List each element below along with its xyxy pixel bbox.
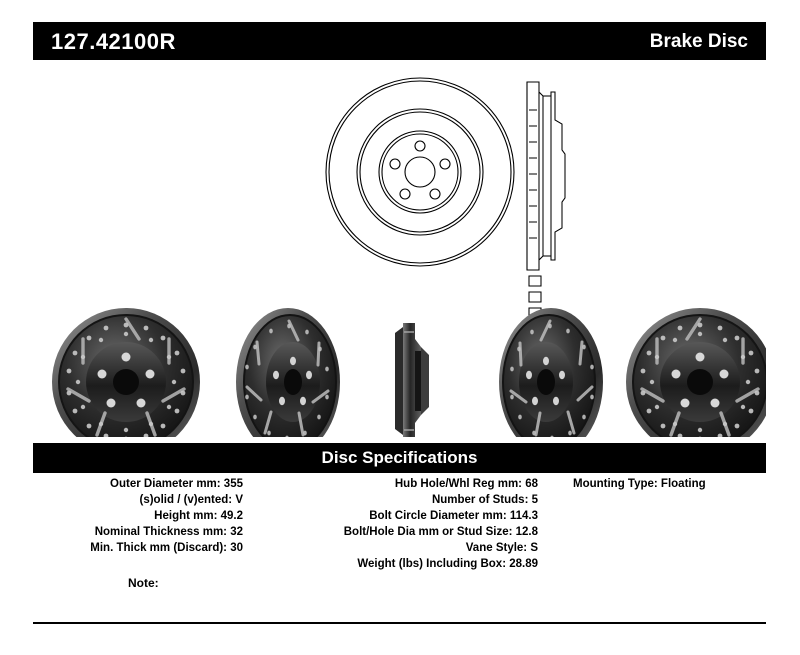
part-number: 127.42100R xyxy=(51,29,176,54)
spec-item: Height mm: 49.2 xyxy=(154,510,243,522)
spec-title-bar xyxy=(33,443,766,473)
spec-title: Disc Specifications xyxy=(321,448,478,467)
spec-item: Bolt/Hole Dia mm or Stud Size: 12.8 xyxy=(343,526,538,538)
rotor-edge-profile xyxy=(395,323,429,437)
header-bar xyxy=(33,22,766,60)
spec-column-left xyxy=(33,476,243,556)
drawing-area xyxy=(33,62,766,437)
spec-item: Min. Thick mm (Discard): 30 xyxy=(90,542,243,554)
spec-item: Outer Diameter mm: 355 xyxy=(110,478,243,490)
spec-item: Weight (lbs) Including Box: 28.89 xyxy=(357,558,538,570)
drilled-slotted-rotor-angled-right xyxy=(499,308,603,437)
drilled-slotted-rotor-front-left xyxy=(52,308,200,437)
spec-item: Mounting Type: Floating xyxy=(573,478,706,490)
spec-item: (s)olid / (v)ented: V xyxy=(139,494,243,506)
rotor-cross-section-line-drawing xyxy=(527,82,565,318)
spec-item: Nominal Thickness mm: 32 xyxy=(94,526,243,538)
bottom-divider xyxy=(33,622,766,624)
spec-item: Vane Style: S xyxy=(465,542,538,554)
drilled-slotted-rotor-front-right xyxy=(626,308,766,437)
note-label: Note: xyxy=(128,576,159,590)
spec-item: Bolt Circle Diameter mm: 114.3 xyxy=(369,510,538,522)
spec-item: Hub Hole/Whl Reg mm: 68 xyxy=(394,478,538,490)
spec-column-middle xyxy=(258,476,538,572)
rotor-face-line-drawing xyxy=(326,78,514,266)
rotor-illustrations xyxy=(33,62,766,437)
drilled-slotted-rotor-angled-left xyxy=(236,308,340,437)
spec-item: Number of Studs: 5 xyxy=(431,494,538,506)
product-type-title: Brake Disc xyxy=(649,31,748,52)
specifications xyxy=(33,476,766,606)
spec-column-right xyxy=(573,476,766,492)
